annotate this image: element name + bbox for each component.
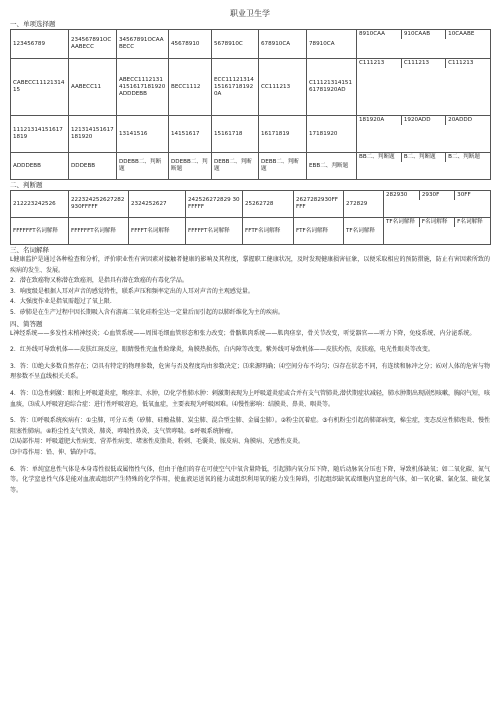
- table-cell: [384, 218, 491, 245]
- page-title: 职业卫生学: [230, 9, 270, 18]
- answer-paragraph: ⑵局部作用：呼吸道肥大性病变、营养性病变、堵塞性皮脂炎、粉刺、毛囊炎、脓皮病、角膜病、光感性皮炎。: [10, 438, 305, 446]
- table-cell: FFFFFT名词解释: [186, 218, 243, 245]
- table-cell: BB二、判断题: [357, 153, 401, 162]
- answer-paragraph: 3．答：⑴绝大多数自然存在；⑵具有特定的物理参数，危害与否及程度均由参数决定；⑶来源明确；⑷空间分布不均匀；⑸存在状态不同，有连续和脉冲之分；⑹对人体的危害与物理参数不呈直线相关关系。: [10, 362, 490, 381]
- true-false-answer-table: [10, 190, 491, 245]
- table-cell: ABECC11121314151617181920ADDDEBB: [117, 59, 169, 116]
- table-row: [11, 30, 491, 59]
- term-paragraph: 4．大强度作业是指氧需超过了氧上限.: [10, 298, 112, 306]
- table-cell: ADDDEBB: [11, 153, 69, 180]
- section-heading-terms: 三、名词解释: [10, 246, 49, 254]
- section-heading-short-answer: 四、简答题: [10, 319, 43, 328]
- table-cell: 2324252627: [129, 191, 186, 218]
- table-cell: [357, 153, 491, 180]
- table-row: [11, 116, 491, 153]
- table-cell: 5678910C: [212, 30, 259, 59]
- table-cell: C111213: [448, 60, 474, 66]
- table-cell: 1920ADD: [401, 116, 445, 125]
- table-cell: 121314151617181920: [69, 116, 117, 153]
- table-cell: EBB二、判断题: [307, 153, 357, 180]
- table-cell: 10CAABE: [448, 31, 475, 37]
- answer-paragraph: ⑶中毒作用：铅、伸、锚的中毒。: [10, 448, 101, 456]
- table-cell: FTF名词解释: [294, 218, 344, 245]
- table-cell: B二、判断题: [448, 154, 480, 160]
- table-row: [11, 59, 491, 116]
- table-cell: C111213: [401, 59, 445, 68]
- answer-paragraph: 6．答：单纯窒息性气体是本身毒性很低或属惰性气体，但由于他们的存在可使空气中氧含量降低，引起肺内氧分压下降，随后动脉氧分压也下降，导致机体缺氧；如二氧化碳、氮气等。化学窒息性气体是能对血液或组织产生特殊的化学作用，使血液运送氧的能力或组织利用氧的能力发生障碍，引起组织缺氧或细胞内窒息的气体，如一氧化碳、氰化氢、硫化氢等。: [10, 465, 490, 494]
- table-cell: 8910CAA: [357, 30, 401, 39]
- table-cell: 14151617: [169, 116, 212, 153]
- answer-paragraph: 5．答：⑴呼吸系统疾病有：①尘肺，可分五类（矽肺、硅酸盐肺、炭尘肺、混合型尘肺、金属尘肺）。②粉尘沉着症。③有机粉尘引起的肺部病变，棉尘症，变态反应性肺泡炎、慢性阻塞性肺病。④粉尘性支气管炎、肺炎、哮喘性鼻炎、支气管哮喘。⑤呼吸系统肿瘤。: [10, 417, 490, 435]
- table-cell: 13141516: [117, 116, 169, 153]
- section-heading-true-false: 二、判断题: [10, 181, 43, 189]
- table-cell: 181920A: [357, 116, 401, 125]
- table-cell: 222324252627282930FFFFF: [69, 191, 129, 218]
- table-cell: 272829: [344, 191, 384, 218]
- table-cell: [357, 30, 491, 59]
- table-cell: DDDEBB: [69, 153, 117, 180]
- table-cell: 212223242526: [11, 191, 69, 218]
- section-heading-single-choice: 一、单项选择题: [10, 20, 56, 28]
- table-cell: F名词解释: [419, 218, 454, 227]
- table-cell: TF名词解释: [344, 218, 384, 245]
- answer-paragraph: 2．红外线可导致机体——皮肤红斑反应，眼睛慢性充血性睑缘炎，角膜热损伤，白内障等改变。紫外线可导致机体——皮肤灼伤，皮肤癌，电光性眼炎等改变。: [10, 346, 434, 354]
- table-cell: FFTF名词解释: [243, 218, 294, 245]
- table-cell: DDEBB二、判断题: [117, 153, 169, 180]
- table-cell: 30FF: [457, 192, 471, 198]
- table-cell: 20ADDD: [448, 117, 473, 123]
- term-paragraph: 3．响度级是根据人耳对声音的感觉特性，联系声压和频率定出的人耳对声音的主观感觉量。: [10, 287, 254, 295]
- table-cell: 45678910: [169, 30, 212, 59]
- table-cell: B二、判断题: [401, 153, 445, 162]
- table-cell: 282930: [384, 191, 419, 200]
- table-cell: 17181920: [307, 116, 357, 153]
- table-cell: 123456789: [11, 30, 69, 59]
- single-choice-answer-table: [10, 29, 491, 180]
- term-paragraph: 5．矽肺是在生产过程中因长期吸入含有游离二氧化硅粉尘达一定量后而引起的以肺纤维化为主的疾病。: [10, 308, 284, 316]
- table-cell: [357, 116, 491, 153]
- table-cell: DEBB二、判断题: [212, 153, 259, 180]
- table-cell: 16171819: [259, 116, 307, 153]
- table-cell: C1112131415161781920AD: [307, 59, 357, 116]
- table-cell: CABECC1112131415: [11, 59, 69, 116]
- table-cell: 2627282930FFFFF: [294, 191, 344, 218]
- table-cell: 242526272829 30FFFFF: [186, 191, 243, 218]
- table-cell: BECC1112: [169, 59, 212, 116]
- table-cell: DDEBB二、判断题: [169, 153, 212, 180]
- term-paragraph: 2．潜在致癌物又称潜在致癌剂，是指具有潜在致癌的有毒化学品。: [10, 277, 188, 285]
- table-cell: AABECC11: [69, 59, 117, 116]
- table-row: [11, 218, 491, 245]
- table-cell: FFFFT名词解释: [129, 218, 186, 245]
- table-cell: 234567891OCAABECC: [69, 30, 117, 59]
- table-cell: 678910CA: [259, 30, 307, 59]
- table-cell: F名词解释: [457, 219, 483, 225]
- table-cell: 910CAAB: [401, 30, 445, 39]
- answer-paragraph: 4．答：⑴急性刺激：眼和上呼吸道炎症，喉痉挛、水肿，⑵化学性肺水肿：刺激期表现为上呼吸道炎症或合并有支气管肺炎,潜伏期症状减轻，肺水肿期出现剧烈咳嗽，胸闷气短，咳血痰，⑶成人呼吸窘迫综合症：进行性呼吸窘迫，低氧血症，主要表现为呼吸困难。⑷慢性影响：结膜炎、鼻炎、咽炎等。: [10, 389, 490, 408]
- table-cell: 2930F: [419, 191, 454, 200]
- term-paragraph: L健康监护是通过各种检查和分析，评价职业性有害因素对接触者健康的影响及其程度，掌握职工健康状况，及时发现健康损害征象，以便采取相应的预防措施，防止有害因素所致的疾病的发生、发展。: [10, 256, 490, 274]
- table-cell: [357, 59, 491, 116]
- table-cell: TF名词解释: [384, 218, 419, 227]
- table-cell: FFFFFFT名词解释: [11, 218, 69, 245]
- table-cell: 25262728: [243, 191, 294, 218]
- table-cell: FFFFFFT名词解释: [69, 218, 129, 245]
- table-cell: 111213141516171819: [11, 116, 69, 153]
- table-row: [11, 191, 491, 218]
- table-cell: CC111213: [259, 59, 307, 116]
- table-cell: DEBB二、判断题: [259, 153, 307, 180]
- table-cell: 34567891OCAABECC: [117, 30, 169, 59]
- table-cell: 78910CA: [307, 30, 357, 59]
- table-cell: C111213: [357, 59, 401, 68]
- table-cell: 15161718: [212, 116, 259, 153]
- table-row: [11, 153, 491, 180]
- answer-paragraph: L神经系统——多发性末梢神经炎；心血管系统——周围毛细血管形态和张力改变；骨骼肌肉系统——肌肉痉挛，骨关节改变，听觉器官——听力下降，免疫系统、内分泌系统。: [10, 329, 476, 337]
- table-cell: [384, 191, 491, 218]
- table-cell: ECC11121314151617181920A: [212, 59, 259, 116]
